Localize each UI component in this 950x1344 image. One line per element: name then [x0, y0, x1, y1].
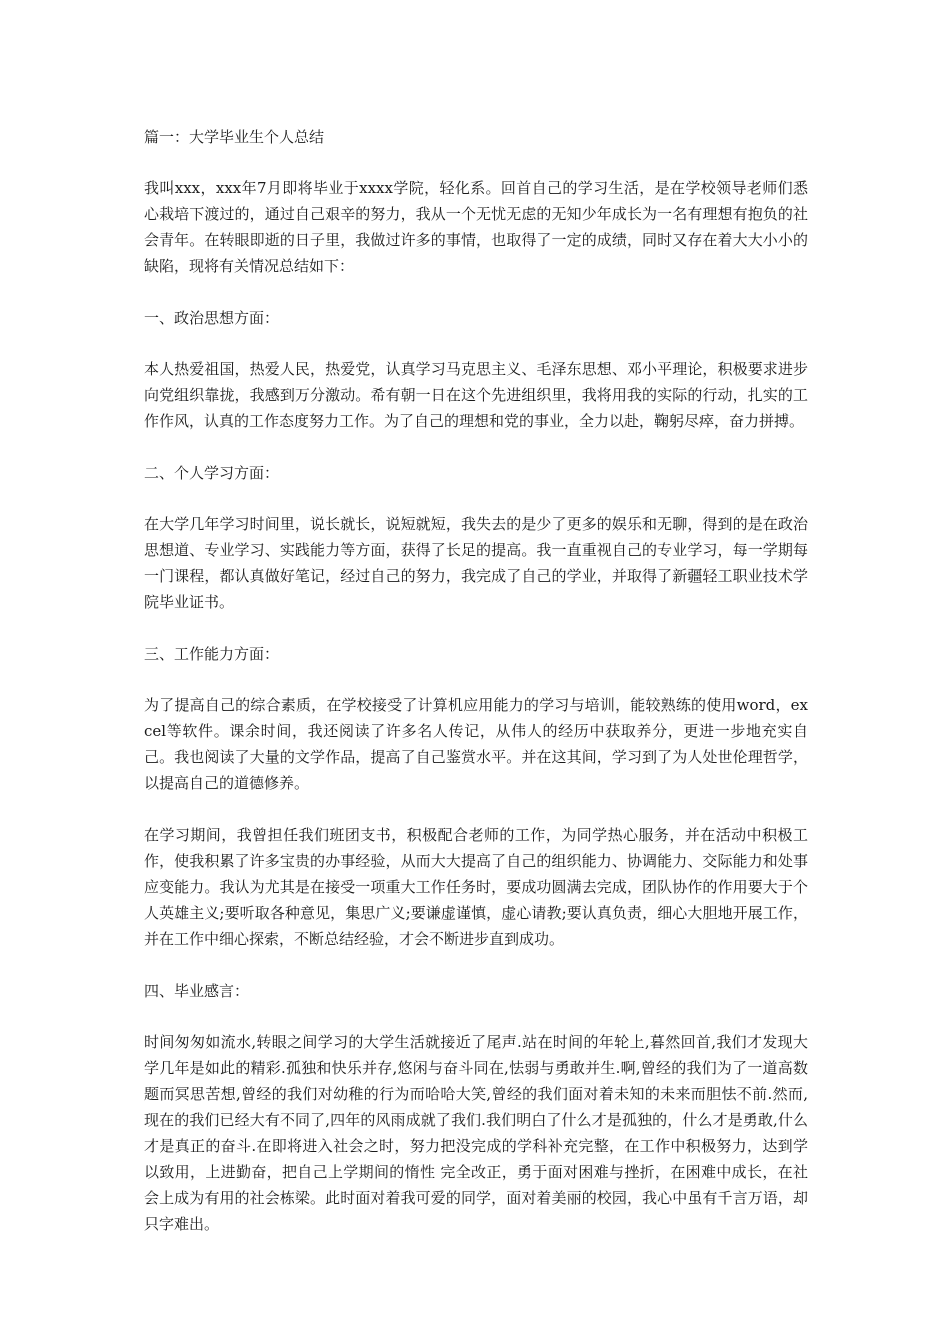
document-page [144, 124, 808, 1237]
section-heading-graduation: 四、毕业感言： [144, 982, 250, 1000]
intro-paragraph: 我叫xxx，xxx年7月即将毕业于xxxx学院，轻化系。回首自己的学习生活，是在学校领导老师们悉心栽培下渡过的，通过自己艰辛的努力，我从一个无忧无虑的无知少年成长为一名有理想有抱负的社会青年。在转眼即逝的日子里，我做过许多的事情，也取得了一定的成绩，同时又存在着大大小小的缺陷，现将有关情况总结如下： [144, 179, 808, 275]
spacer [144, 1004, 808, 1029]
section-body-work-2: 在学习期间，我曾担任我们班团支书，积极配合老师的工作，为同学热心服务，并在活动中积极工作，使我积累了许多宝贵的办事经验，从而大大提高了自己的组织能力、协调能力、交际能力和处事应变能力。我认为尤其是在接受一项重大工作任务时，要成功圆满去完成，团队协作的作用要大于个人英雄主义;要听取各种意见，集思广义;要谦虚谨慎，虚心请教;要认真负责，细心大胆地开展工作，并在工作中细心探索，不断总结经验，才会不断进步直到成功。 [144, 826, 808, 948]
section-body-political: 本人热爱祖国，热爱人民，热爱党，认真学习马克思主义、毛泽东思想、邓小平理论，积极要求进步向党组织靠拢，我感到万分激动。希有朝一日在这个先进组织里，我将用我的实际的行动，扎实的工作作风，认真的工作态度努力工作。为了自己的理想和党的事业，全力以赴，鞠躬尽瘁，奋力拼搏。 [144, 360, 808, 430]
spacer [144, 667, 808, 692]
section-heading-study: 二、个人学习方面： [144, 464, 280, 482]
spacer [144, 150, 808, 175]
spacer [144, 434, 808, 460]
section-heading-work: 三、工作能力方面： [144, 645, 280, 663]
section-body-graduation: 时间匆匆如流水,转眼之间学习的大学生活就接近了尾声.站在时间的年轮上,暮然回首,我们才发现大学几年是如此的精彩.孤独和快乐并存,悠闲与奋斗同在,怯弱与勇敢并生.啊,曾经的我们为了一道高数题而冥思苦想,曾经的我们对幼稚的行为而哈哈大笑,曾经的我们面对着未知的未来而胆怯不前.然而,现在的我们已经大有不同了,四年的风雨成就了我们.我们明白了什么才是孤独的，什么才是勇敢,什么才是真正的奋斗.在即将进入社会之时，努力把没完成的学科补充完整，在工作中积极努力，达到学以致用，上进勤奋，把自己上学期间的惰性 完全改正，勇于面对困难与挫折，在困难中成长，在社会上成为有用的社会栋梁。此时面对着我可爱的同学，面对着美丽的校园，我心中虽有千言万语，却只字难出。 [144, 1033, 808, 1233]
spacer [144, 331, 808, 356]
spacer [144, 486, 808, 511]
section-body-work-1: 为了提高自己的综合素质，在学校接受了计算机应用能力的学习与培训，能较熟练的使用word，excel等软件。课余时间，我还阅读了许多名人传记，从伟人的经历中获取养分，更进一步地充实自己。我也阅读了大量的文学作品，提高了自己鉴赏水平。并在这其间，学习到了为人处世伦理哲学，以提高自己的道德修养。 [144, 696, 808, 792]
spacer [144, 615, 808, 641]
section-heading-political: 一、政治思想方面： [144, 309, 280, 327]
spacer [144, 796, 808, 822]
document-title: 篇一：大学毕业生个人总结 [144, 128, 325, 146]
section-body-study: 在大学几年学习时间里，说长就长，说短就短，我失去的是少了更多的娱乐和无聊，得到的是在政治思想道、专业学习、实践能力等方面，获得了长足的提高。我一直重视自己的专业学习，每一学期每一门课程，都认真做好笔记，经过自己的努力，我完成了自己的学业，并取得了新疆轻工职业技术学院毕业证书。 [144, 515, 808, 611]
spacer [144, 279, 808, 305]
spacer [144, 952, 808, 978]
